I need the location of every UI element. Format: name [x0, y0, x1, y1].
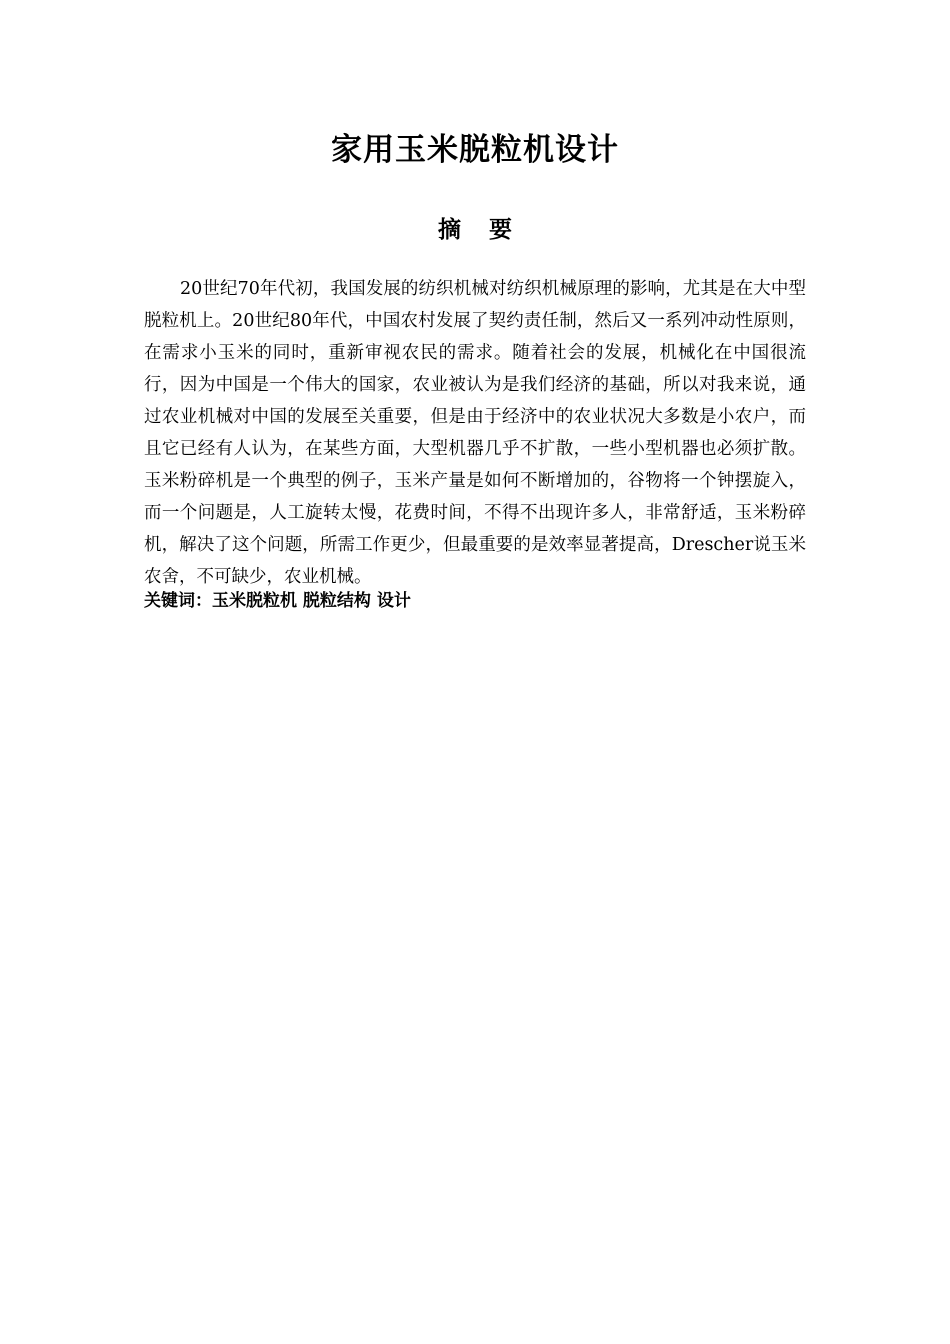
keywords-line — [144, 586, 806, 616]
keywords-label: 关键词： — [144, 591, 212, 611]
document-title: 家用玉米脱粒机设计 — [331, 132, 619, 168]
keywords-value: 玉米脱粒机 脱粒结构 设计 — [212, 591, 411, 611]
abstract-body: 20世纪70年代初，我国发展的纺织机械对纺织机械原理的影响，尤其是在大中型脱粒机上。20世纪80年代，中国农村发展了契约责任制，然后又一系列冲动性原则，在需求小玉米的同时，重新审视农民的需求。随着社会的发展，机械化在中国很流行，因为中国是一个伟大的国家，农业被认为是我们经济的基础，所以对我来说，通过农业机械对中国的发展至关重要，但是由于经济中的农业状况大多数是小农户，而且它已经有人认为，在某些方面，大型机器几乎不扩散，一些小型机器也必须扩散。玉米粉碎机是一个典型的例子，玉米产量是如何不断增加的，谷物将一个钟摆旋入，而一个问题是，人工旋转太慢，花费时间，不得不出现许多人，非常舒适，玉米粉碎机，解决了这个问题，所需工作更少，但最重要的是效率显著提高，Drescher说玉米农舍，不可缺少，农业机械。 — [144, 279, 806, 587]
abstract-heading: 摘 要 — [437, 217, 522, 243]
